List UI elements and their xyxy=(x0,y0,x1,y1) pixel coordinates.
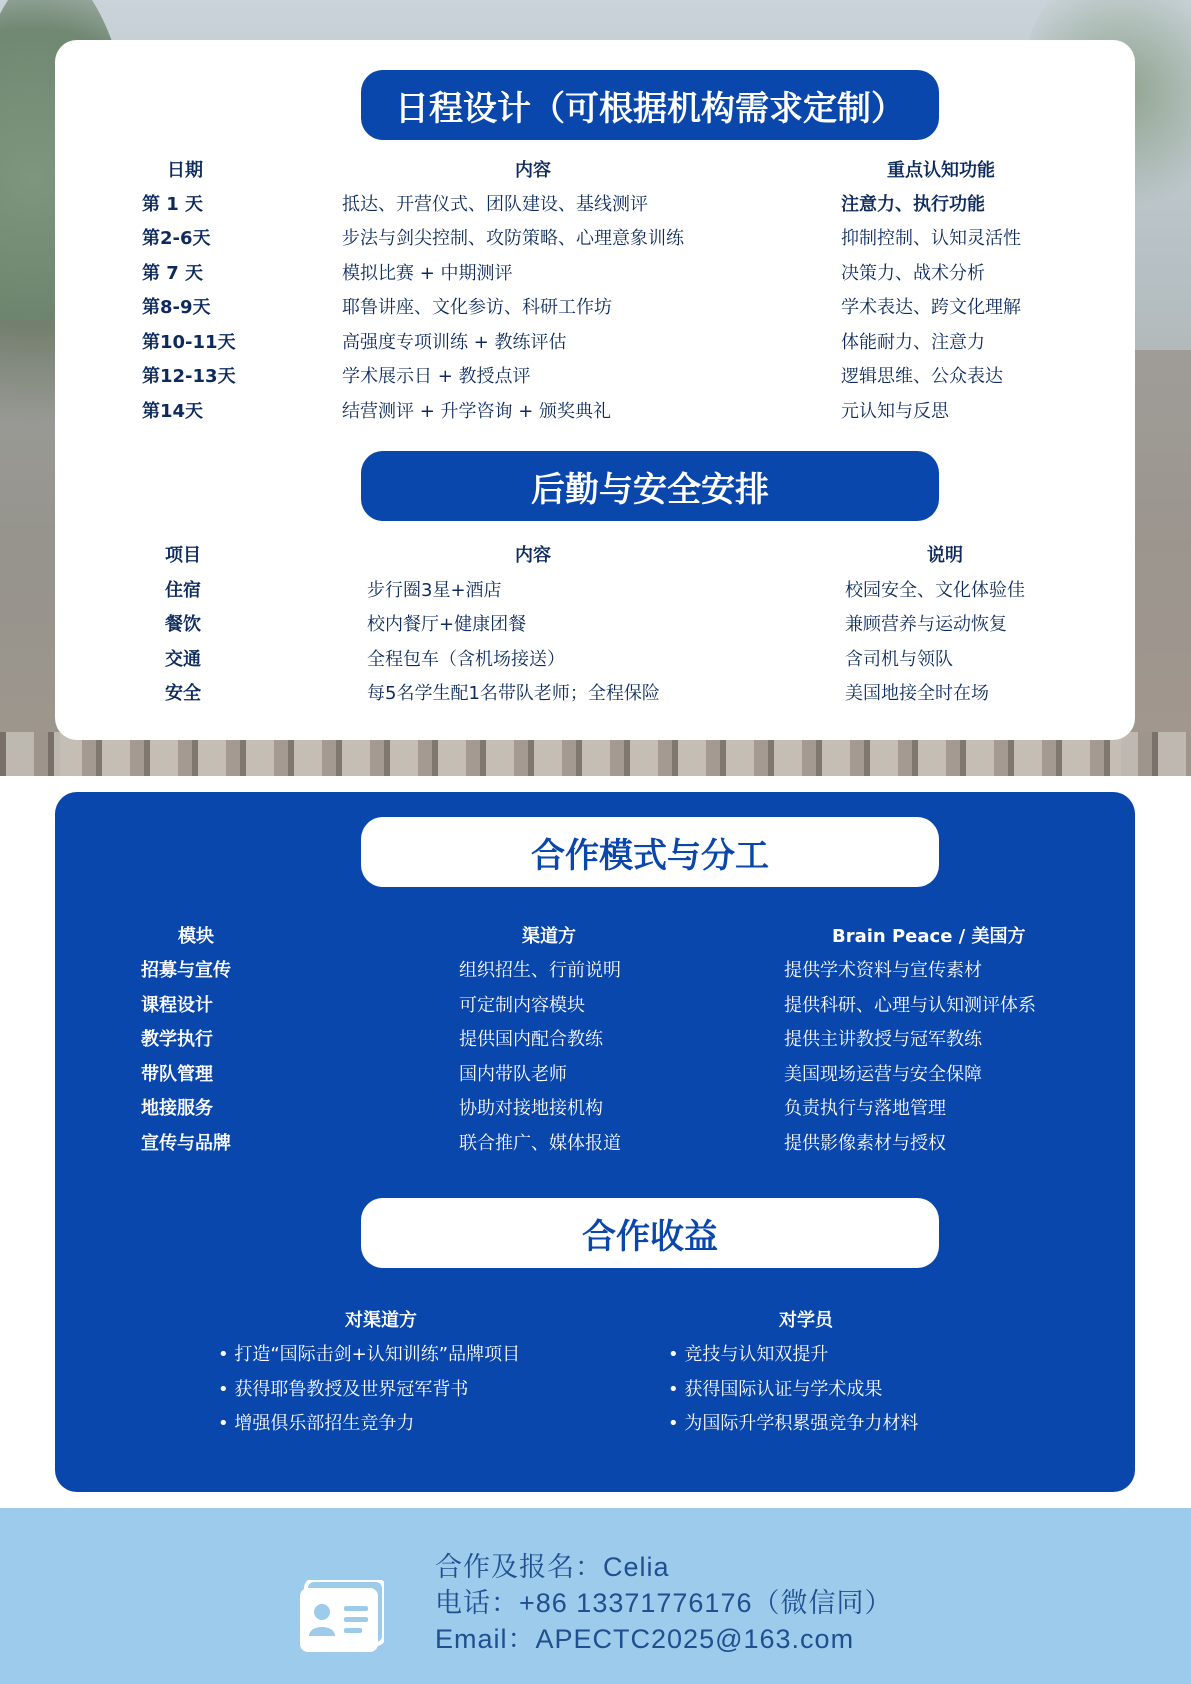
cooperation-row-us-side: 提供主讲教授与冠军教练 xyxy=(784,1029,982,1050)
cooperation-row-module: 宣传与品牌 xyxy=(141,1133,231,1154)
schedule-title: 日程设计（可根据机构需求定制） xyxy=(361,70,939,140)
benefits-student-item: • 竞技与认知双提升 xyxy=(668,1344,829,1365)
benefits-student-item: • 为国际升学积累强竞争力材料 xyxy=(668,1413,919,1434)
schedule-row-day: 第14天 xyxy=(142,401,204,422)
logistics-row-item: 餐饮 xyxy=(165,614,201,635)
building-left xyxy=(0,320,60,776)
cooperation-row-module: 地接服务 xyxy=(141,1098,213,1119)
schedule-header-focus: 重点认知功能 xyxy=(887,160,995,181)
logistics-header-content: 内容 xyxy=(515,545,551,566)
schedule-row-focus: 体能耐力、注意力 xyxy=(841,332,985,353)
cooperation-header-channel: 渠道方 xyxy=(522,926,576,947)
cooperation-row-channel: 国内带队老师 xyxy=(459,1064,567,1085)
cooperation-row-module: 课程设计 xyxy=(141,995,213,1016)
cooperation-row-module: 教学执行 xyxy=(141,1029,213,1050)
benefits-channel-item: • 打造“国际击剑+认知训练”品牌项目 xyxy=(218,1344,521,1365)
cooperation-header-module: 模块 xyxy=(178,926,214,947)
schedule-row-focus: 学术表达、跨文化理解 xyxy=(841,297,1021,318)
cooperation-row-channel: 可定制内容模块 xyxy=(459,995,585,1016)
schedule-row-content: 模拟比赛 + 中期测评 xyxy=(342,263,513,284)
schedule-row-focus: 逻辑思维、公众表达 xyxy=(841,366,1003,387)
cooperation-row-us-side: 美国现场运营与安全保障 xyxy=(784,1064,982,1085)
benefits-student-item: • 获得国际认证与学术成果 xyxy=(668,1379,883,1400)
contact-phone: 电话：+86 13371776176（微信同） xyxy=(435,1588,893,1618)
schedule-row-content: 步法与剑尖控制、攻防策略、心理意象训练 xyxy=(342,228,684,249)
logistics-row-content: 全程包车（含机场接送） xyxy=(367,649,565,670)
cooperation-row-channel: 协助对接地接机构 xyxy=(459,1098,603,1119)
logistics-header-note: 说明 xyxy=(927,545,963,566)
cooperation-benefits-card xyxy=(55,792,1135,1492)
cooperation-row-module: 招募与宣传 xyxy=(141,960,231,981)
schedule-row-content: 高强度专项训练 + 教练评估 xyxy=(342,332,567,353)
cooperation-row-us-side: 提供学术资料与宣传素材 xyxy=(784,960,982,981)
schedule-row-focus: 抑制控制、认知灵活性 xyxy=(841,228,1021,249)
logistics-header-item: 项目 xyxy=(165,545,201,566)
logistics-row-content: 步行圈3星+酒店 xyxy=(367,580,502,601)
schedule-row-content: 学术展示日 + 教授点评 xyxy=(342,366,531,387)
schedule-row-day: 第2-6天 xyxy=(142,228,211,249)
cooperation-row-channel: 联合推广、媒体报道 xyxy=(459,1133,621,1154)
cooperation-row-channel: 组织招生、行前说明 xyxy=(459,960,621,981)
logistics-row-note: 含司机与领队 xyxy=(845,649,953,670)
logistics-row-item: 交通 xyxy=(165,649,201,670)
schedule-logistics-card xyxy=(55,40,1135,740)
cooperation-row-module: 带队管理 xyxy=(141,1064,213,1085)
schedule-row-content: 耶鲁讲座、文化参访、科研工作坊 xyxy=(342,297,612,318)
logistics-row-content: 校内餐厅+健康团餐 xyxy=(367,614,527,635)
contact-email[interactable]: Email：APECTC2025@163.com xyxy=(435,1624,855,1654)
schedule-row-day: 第10-11天 xyxy=(142,332,236,353)
logistics-title: 后勤与安全安排 xyxy=(361,451,939,521)
schedule-row-day: 第 1 天 xyxy=(142,194,204,215)
cooperation-row-channel: 提供国内配合教练 xyxy=(459,1029,603,1050)
contact-card-icon xyxy=(300,1580,384,1652)
cooperation-title: 合作模式与分工 xyxy=(361,817,939,887)
benefits-channel-item: • 增强俱乐部招生竞争力 xyxy=(218,1413,415,1434)
cooperation-header-us-side: Brain Peace / 美国方 xyxy=(832,926,1026,947)
schedule-row-focus: 元认知与反思 xyxy=(841,401,949,422)
benefits-title: 合作收益 xyxy=(361,1198,939,1268)
schedule-row-focus: 注意力、执行功能 xyxy=(841,194,985,215)
benefits-channel-item: • 获得耶鲁教授及世界冠军背书 xyxy=(218,1379,469,1400)
contact-name: 合作及报名：Celia xyxy=(435,1552,670,1582)
logistics-row-item: 安全 xyxy=(165,683,201,704)
cooperation-row-us-side: 负责执行与落地管理 xyxy=(784,1098,946,1119)
logistics-row-item: 住宿 xyxy=(165,580,201,601)
schedule-header-date: 日期 xyxy=(167,160,203,181)
schedule-row-day: 第12-13天 xyxy=(142,366,236,387)
schedule-row-content: 结营测评 + 升学咨询 + 颁奖典礼 xyxy=(342,401,612,422)
schedule-header-content: 内容 xyxy=(515,160,551,181)
schedule-row-day: 第 7 天 xyxy=(142,263,204,284)
logistics-row-note: 美国地接全时在场 xyxy=(845,683,989,704)
logistics-row-content: 每5名学生配1名带队老师；全程保险 xyxy=(367,683,660,704)
schedule-row-focus: 决策力、战术分析 xyxy=(841,263,985,284)
cooperation-row-us-side: 提供影像素材与授权 xyxy=(784,1133,946,1154)
benefits-student-header: 对学员 xyxy=(779,1310,833,1331)
cooperation-row-us-side: 提供科研、心理与认知测评体系 xyxy=(784,995,1036,1016)
schedule-row-content: 抵达、开营仪式、团队建设、基线测评 xyxy=(342,194,648,215)
logistics-row-note: 校园安全、文化体验佳 xyxy=(845,580,1025,601)
schedule-row-day: 第8-9天 xyxy=(142,297,211,318)
logistics-row-note: 兼顾营养与运动恢复 xyxy=(845,614,1007,635)
benefits-channel-header: 对渠道方 xyxy=(345,1310,417,1331)
